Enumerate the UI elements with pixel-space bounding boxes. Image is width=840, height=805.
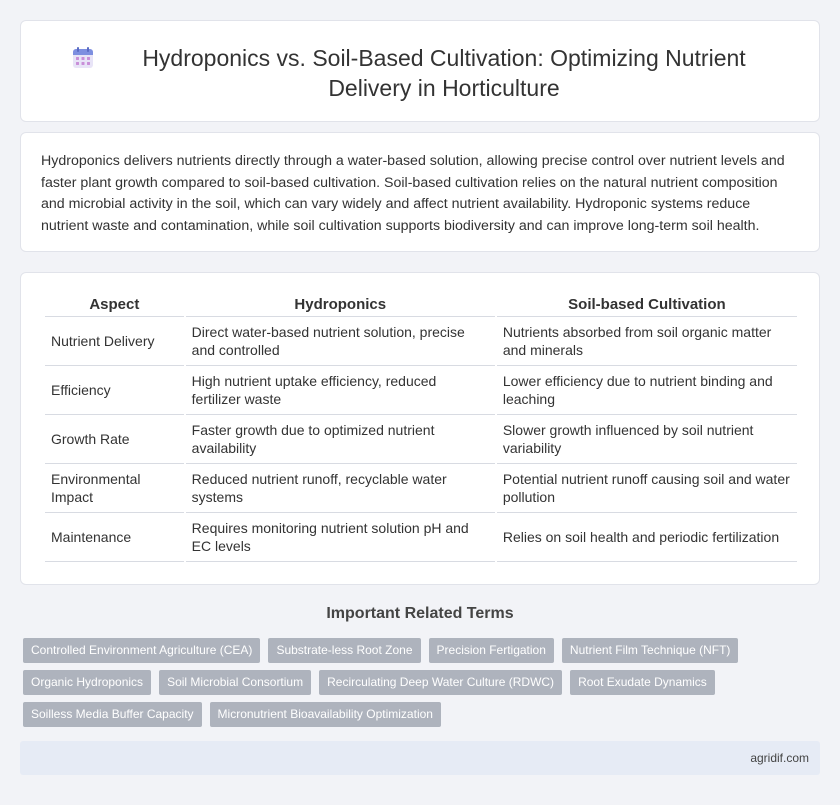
header-aspect: Aspect bbox=[45, 293, 184, 317]
related-term-tag[interactable]: Soil Microbial Consortium bbox=[159, 670, 311, 695]
related-term-tag[interactable]: Recirculating Deep Water Culture (RDWC) bbox=[319, 670, 562, 695]
site-link[interactable]: agridif.com bbox=[750, 751, 809, 765]
hydroponics-cell: Faster growth due to optimized nutrient availability bbox=[186, 415, 495, 464]
related-term-tag[interactable]: Nutrient Film Technique (NFT) bbox=[562, 638, 739, 663]
table-row bbox=[45, 415, 797, 464]
hydroponics-cell: Reduced nutrient runoff, recyclable water systems bbox=[186, 464, 495, 513]
intro-card bbox=[20, 132, 820, 252]
table-row bbox=[45, 317, 797, 366]
related-term-tag[interactable]: Controlled Environment Agriculture (CEA) bbox=[23, 638, 260, 663]
aspect-cell: Efficiency bbox=[45, 366, 184, 415]
hydroponics-cell: High nutrient uptake efficiency, reduced fertilizer waste bbox=[186, 366, 495, 415]
aspect-cell: Environmental Impact bbox=[45, 464, 184, 513]
soil-cell: Slower growth influenced by soil nutrient variability bbox=[497, 415, 797, 464]
hydroponics-cell: Direct water-based nutrient solution, precise and controlled bbox=[186, 317, 495, 366]
related-term-tag[interactable]: Root Exudate Dynamics bbox=[570, 670, 715, 695]
related-term-tag[interactable]: Substrate-less Root Zone bbox=[268, 638, 420, 663]
comparison-card bbox=[20, 272, 820, 585]
related-term-tag[interactable]: Organic Hydroponics bbox=[23, 670, 151, 695]
related-term-tag[interactable]: Soilless Media Buffer Capacity bbox=[23, 702, 202, 727]
intro-paragraph: Hydroponics delivers nutrients directly through a water-based solution, allowing precise control over nutrient levels and faster plant growth compared to soil-based cultivation. Soil-based cultivation relies on the natural nutrient composition and microbial activity in the soil, which can vary widely and affect nutrient availability. Hydroponic systems reduce nutrient waste and contamination, while soil cultivation supports biodiversity and can improve long-term soil health. bbox=[41, 153, 785, 234]
footer-bar bbox=[20, 741, 820, 775]
aspect-cell: Growth Rate bbox=[45, 415, 184, 464]
header-card bbox=[20, 20, 820, 122]
table-row bbox=[45, 464, 797, 513]
soil-cell: Potential nutrient runoff causing soil and water pollution bbox=[497, 464, 797, 513]
related-terms-heading: Important Related Terms bbox=[326, 605, 514, 622]
table-row bbox=[45, 366, 797, 415]
soil-cell: Relies on soil health and periodic fertilization bbox=[497, 513, 797, 562]
aspect-cell: Nutrient Delivery bbox=[45, 317, 184, 366]
calendar-icon bbox=[71, 46, 95, 70]
aspect-cell: Maintenance bbox=[45, 513, 184, 562]
related-term-tag[interactable]: Precision Fertigation bbox=[429, 638, 554, 663]
header-soil-based: Soil-based Cultivation bbox=[497, 293, 797, 317]
table-header-row bbox=[45, 293, 797, 317]
soil-cell: Nutrients absorbed from soil organic matter and minerals bbox=[497, 317, 797, 366]
comparison-table bbox=[43, 293, 799, 562]
hydroponics-cell: Requires monitoring nutrient solution pH and EC levels bbox=[186, 513, 495, 562]
header-hydroponics: Hydroponics bbox=[186, 293, 495, 317]
soil-cell: Lower efficiency due to nutrient binding and leaching bbox=[497, 366, 797, 415]
page-title: Hydroponics vs. Soil-Based Cultivation: Optimizing Nutrient Delivery in Horticulture bbox=[142, 45, 746, 101]
related-terms-list bbox=[23, 638, 823, 734]
table-row bbox=[45, 513, 797, 562]
related-term-tag[interactable]: Micronutrient Bioavailability Optimization bbox=[210, 702, 441, 727]
